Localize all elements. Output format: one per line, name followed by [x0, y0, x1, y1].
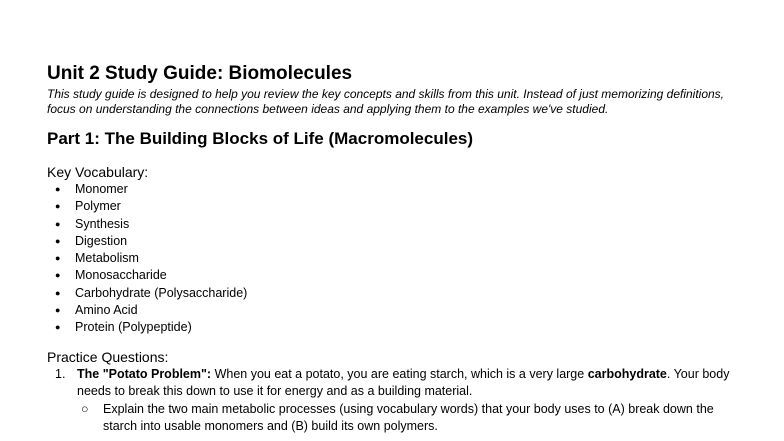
vocab-item [47, 181, 747, 198]
vocab-item [47, 267, 747, 284]
document-page [47, 62, 747, 436]
vocab-item-text: Protein (Polypeptide) [75, 320, 192, 335]
vocab-item-text: Metabolism [75, 251, 139, 266]
circle-bullet-icon: ○ [81, 401, 89, 416]
question-number: 1. [55, 366, 66, 381]
practice-heading: Practice Questions: [47, 348, 169, 365]
document-title: Unit 2 Study Guide: Biomolecules [47, 63, 353, 84]
bullet-icon: ● [55, 305, 61, 316]
question-text-after: . Your body needs to break this down to use it for energy and as a building material. [77, 366, 730, 399]
vocab-item-text: Polymer [75, 199, 121, 214]
bullet-icon: ● [55, 322, 61, 333]
part1-heading: Part 1: The Building Blocks of Life (Macromolecules) [47, 129, 474, 148]
vocab-heading: Key Vocabulary: [47, 164, 149, 180]
vocab-item-text: Monomer [75, 182, 128, 196]
vocab-item-text: Digestion [75, 233, 128, 248]
vocab-item-text: Synthesis [75, 216, 130, 231]
bullet-icon: ● [55, 201, 61, 212]
bullet-icon: ● [55, 253, 61, 264]
sub-question-item [47, 401, 733, 436]
question-label: The "Potato Problem": [77, 366, 212, 381]
vocab-item [47, 233, 747, 250]
bullet-icon: ● [55, 235, 61, 246]
question-text-before: When you eat a potato, you are eating starch, which is a very large [211, 366, 588, 381]
vocab-item [47, 216, 747, 233]
bullet-icon: ● [55, 218, 61, 229]
vocab-item [47, 319, 747, 336]
vocab-item-text: Carbohydrate (Polysaccharide) [75, 285, 248, 300]
vocab-list [47, 181, 747, 337]
bullet-icon: ● [55, 184, 61, 194]
sub-question-text: Explain the two main metabolic processes (using vocabulary words) that your body uses to (A) break down the starch into usable monomers and (B) build its own polymers. [103, 401, 714, 434]
vocab-item [47, 285, 747, 302]
document-intro: This study guide is designed to help you review the key concepts and skills from this unit. Instead of just memorizing definitions, focus on understanding the connections between ideas and applying them to the examples we've studied. [47, 87, 725, 116]
vocab-item [47, 250, 747, 267]
vocab-item [47, 198, 747, 215]
vocab-item-text: Amino Acid [75, 303, 138, 318]
vocab-item [47, 302, 747, 319]
question-item [47, 366, 737, 401]
bullet-icon: ● [55, 270, 61, 281]
question-bold-term: carbohydrate [587, 366, 667, 381]
vocab-item-text: Monosaccharide [75, 268, 167, 283]
bullet-icon: ● [55, 287, 61, 298]
